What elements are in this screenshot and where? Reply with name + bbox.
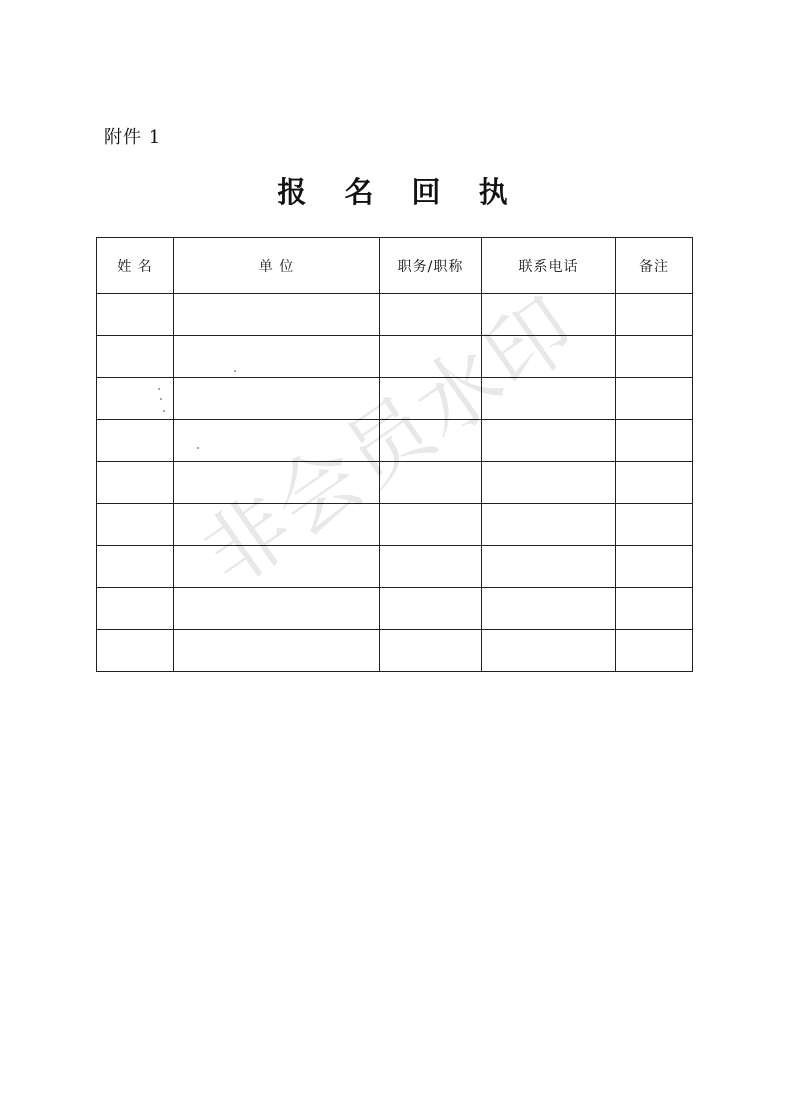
cell-remarks [616, 294, 693, 336]
table-row [97, 630, 693, 672]
cell-phone [482, 462, 616, 504]
cell-position-title [380, 336, 482, 378]
cell-position-title [380, 504, 482, 546]
cell-remarks [616, 630, 693, 672]
scan-speck [158, 388, 160, 390]
cell-remarks [616, 588, 693, 630]
cell-phone [482, 420, 616, 462]
cell-organization [174, 588, 380, 630]
cell-name [97, 588, 174, 630]
cell-remarks [616, 546, 693, 588]
cell-name [97, 294, 174, 336]
cell-phone [482, 588, 616, 630]
cell-organization [174, 378, 380, 420]
cell-organization [174, 462, 380, 504]
scan-speck [197, 447, 199, 449]
column-header-name: 姓 名 [97, 238, 174, 294]
cell-remarks [616, 378, 693, 420]
cell-position-title [380, 546, 482, 588]
column-header-phone: 联系电话 [482, 238, 616, 294]
cell-name [97, 336, 174, 378]
table-row [97, 588, 693, 630]
cell-position-title [380, 462, 482, 504]
cell-organization [174, 546, 380, 588]
column-header-position-title: 职务/职称 [380, 238, 482, 294]
cell-remarks [616, 420, 693, 462]
cell-name [97, 504, 174, 546]
cell-remarks [616, 462, 693, 504]
table-header-row [97, 238, 693, 294]
cell-organization [174, 420, 380, 462]
table-row [97, 420, 693, 462]
cell-phone [482, 378, 616, 420]
column-header-organization: 单 位 [174, 238, 380, 294]
cell-organization [174, 294, 380, 336]
watermark: 非会员水印 [185, 278, 594, 606]
table-row [97, 336, 693, 378]
cell-phone [482, 504, 616, 546]
table-row [97, 504, 693, 546]
cell-phone [482, 336, 616, 378]
table-row [97, 546, 693, 588]
cell-phone [482, 630, 616, 672]
column-header-remarks: 备注 [616, 238, 693, 294]
cell-organization [174, 504, 380, 546]
cell-position-title [380, 588, 482, 630]
scan-speck [163, 410, 165, 412]
cell-phone [482, 294, 616, 336]
table-body [97, 294, 693, 672]
scan-speck [160, 398, 162, 400]
document-title: 报 名 回 执 [277, 175, 522, 209]
table-row [97, 462, 693, 504]
cell-name [97, 630, 174, 672]
cell-name [97, 420, 174, 462]
cell-remarks [616, 336, 693, 378]
cell-remarks [616, 504, 693, 546]
cell-name [97, 462, 174, 504]
table-row [97, 378, 693, 420]
cell-position-title [380, 420, 482, 462]
registration-table [96, 237, 693, 672]
cell-phone [482, 546, 616, 588]
attachment-label: 附件 1 [104, 127, 162, 148]
scan-speck [234, 370, 236, 372]
table-row [97, 294, 693, 336]
cell-position-title [380, 294, 482, 336]
cell-position-title [380, 630, 482, 672]
cell-position-title [380, 378, 482, 420]
cell-organization [174, 630, 380, 672]
cell-organization [174, 336, 380, 378]
cell-name [97, 546, 174, 588]
